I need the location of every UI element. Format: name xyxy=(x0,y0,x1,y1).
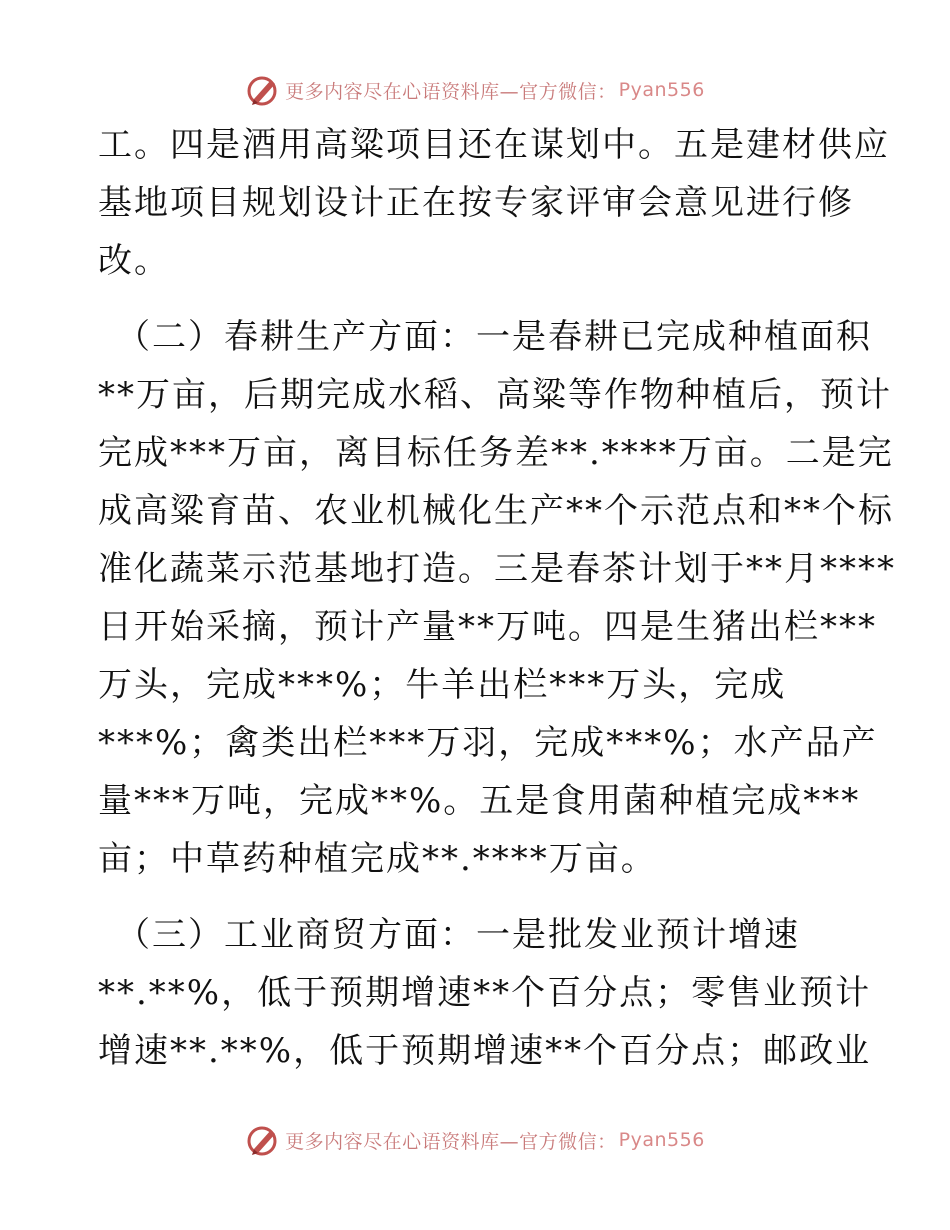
watermark-id: Pyan556 xyxy=(618,1129,705,1151)
watermark-id: Pyan556 xyxy=(618,79,705,101)
text-line: 准化蔬菜示范基地打造。三是春茶计划于**月**** xyxy=(98,549,896,589)
text-line: 成高粱育苗、农业机械化生产**个示范点和**个标 xyxy=(98,491,894,531)
watermark-banner-bottom xyxy=(0,1120,950,1160)
text-line: **.**%，低于预期增速**个百分点；零售业预计 xyxy=(98,973,872,1013)
watermark-banner-top xyxy=(0,70,950,110)
section-heading-line: （二）春耕生产方面：一是春耕已完成种植面积 xyxy=(116,317,872,357)
text-line: 万头，完成***%；牛羊出栏***万头，完成 xyxy=(98,665,787,705)
text-line: **万亩，后期完成水稻、高粱等作物种植后，预计 xyxy=(98,375,892,415)
text-line: 日开始采摘，预计产量**万吨。四是生猪出栏*** xyxy=(98,607,877,647)
text-line: 量***万吨，完成**%。五是食用菌种植完成*** xyxy=(98,781,861,821)
pen-logo-icon xyxy=(245,72,281,108)
text-line: 基地项目规划设计正在按专家评审会意见进行修 xyxy=(98,183,854,223)
text-line: ***%；禽类出栏***万羽，完成***%；水产品产 xyxy=(98,723,878,763)
text-line: 增速**.**%，低于预期增速**个百分点；邮政业 xyxy=(98,1031,872,1071)
text-line: 工。四是酒用高粱项目还在谋划中。五是建材供应 xyxy=(98,125,890,165)
text-line: 改。 xyxy=(98,241,170,281)
text-line: 完成***万亩，离目标任务差**.****万亩。二是完 xyxy=(98,433,894,473)
watermark-text: 更多内容尽在心语资料库—官方微信： xyxy=(285,80,617,103)
pen-logo-icon xyxy=(245,1122,281,1158)
section-heading-line: （三）工业商贸方面：一是批发业预计增速 xyxy=(116,915,800,955)
watermark-text: 更多内容尽在心语资料库—官方微信： xyxy=(285,1130,617,1153)
text-line: 亩；中草药种植完成**.****万亩。 xyxy=(98,839,657,879)
